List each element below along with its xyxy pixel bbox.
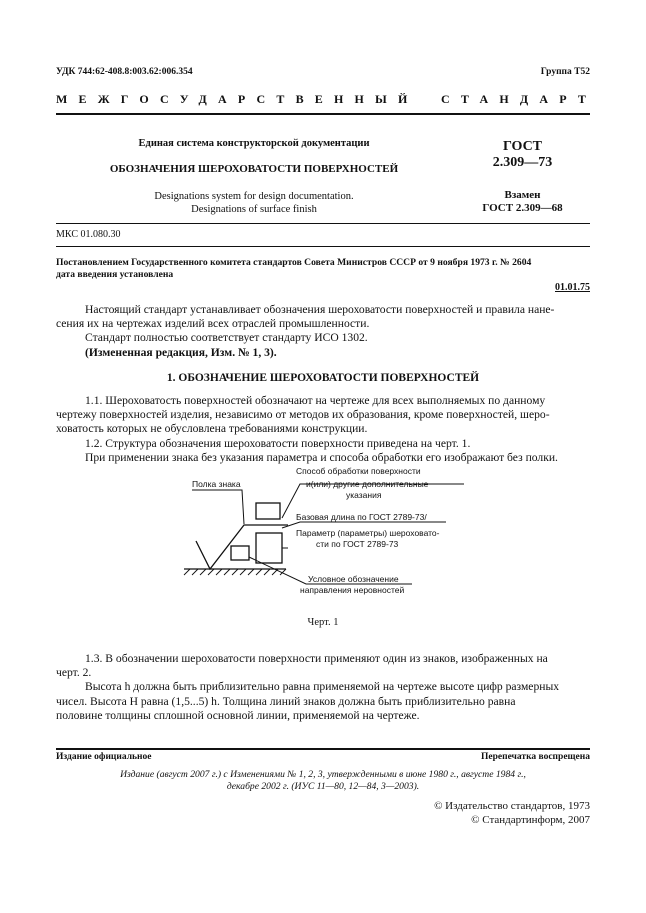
label-method-2: и(или) другие дополнительные [306,479,429,489]
gost-designation [455,139,590,171]
official-edition: Издание официальное [56,752,152,762]
header-rule [56,113,590,115]
intro-line2: сения их на чертежах изделий всех отраслей промышленности. [56,317,370,331]
replaces-block [455,189,590,215]
intro-paragraph [56,303,590,360]
label-direction-1: Условное обозначение [308,574,399,584]
edition-line1: Издание (август 2007 г.) с Изменениями № 1, 2, 3, утвержденными в июне 1980 г., августе 1984 г., [120,769,526,780]
shelf-leader [192,490,244,524]
document-title: ОБОЗНАЧЕНИЯ ШЕРОХОВАТОСТИ ПОВЕРХНОСТЕЙ [109,163,399,175]
para-1-1-line1: 1.1. Шероховатость поверхностей обозначают на чертеже для всех выполняемых по данному [85,394,546,407]
label-shelf: Полка знака [192,479,241,489]
para-1-3-line4: чисел. Высота H равна (1,5...5) h. Толщина линий знаков должна быть приблизительно равна [56,694,516,708]
mks-rule [56,246,590,247]
banner-standard: СТАНДАРТ [441,92,598,106]
roughness-symbol-diagram [150,458,490,608]
edition-line2: декабре 2002 г. (ИУС 11—80, 12—84, 3—2003). [226,781,420,792]
english-title-line1: Designations system for design documentation. [154,191,354,202]
gost-label: ГОСТ [502,139,543,154]
section-1-text [56,394,590,465]
group-code: Группа Т52 [540,67,590,77]
replaces-number: ГОСТ 2.309—68 [482,202,563,214]
para-1-2-line2: При применении знака без указания параметра и способа обработки его изображают без полки. [85,450,558,464]
decree-text [56,257,596,281]
parameter-box [256,533,282,563]
decree-line1: Постановлением Государственного комитета стандартов Совета Министров СССР от 9 ноября 1973 г. № 2604 [56,257,532,268]
section-heading: 1. ОБОЗНАЧЕНИЕ ШЕРОХОВАТОСТИ ПОВЕРХНОСТЕЙ [166,372,480,384]
udk-code: УДК 744:62-408.8:003.62:006.354 [56,67,193,77]
replaces-label: Взамен [504,189,541,201]
section-1-3-text [56,652,590,723]
para-1-3-line5: половине толщины сплошной основной линии, применяемой на чертеже. [56,708,420,722]
label-method-1: Способ обработки поверхности [296,466,421,476]
label-param-2: сти по ГОСТ 2789-73 [316,539,399,549]
para-1-2-line1: 1.2. Структура обозначения шероховатости поверхности приведена на черт. 1. [85,436,471,450]
effective-date: 01.01.75 [555,282,590,293]
title-rule [56,223,590,224]
intro-line1: Настоящий стандарт устанавливает обозначения шероховатости поверхностей и правила нане- [85,303,555,316]
footer-rule [56,748,590,750]
para-1-3-line1: 1.3. В обозначении шероховатости поверхности применяют один из знаков, изображенных на [85,652,548,665]
para-1-3-line3: Высота h должна быть приблизительно равна применяемой на чертеже высоте цифр размерных [85,680,560,694]
direction-box [231,546,249,560]
decree-line2: дата введения установлена [56,269,174,280]
figure-caption: Черт. 1 [307,617,339,628]
gost-number: 2.309—73 [492,155,553,170]
intro-amendment: (Измененная редакция, Изм. № 1, 3). [85,345,277,359]
label-param-1: Параметр (параметры) шероховато- [296,528,440,538]
mks-code: МКС 01.080.30 [56,229,121,240]
label-direction-2: направления неровностей [300,585,405,595]
label-method-3: указания [346,490,382,500]
edition-note [56,769,590,793]
english-title-line2: Designations of surface finish [191,204,317,215]
reprint-prohibited: Перепечатка воспрещена [480,752,590,762]
method-box [256,503,280,519]
para-1-1-line2: чертежу поверхностей изделия, независимо от методов их образования, кроме поверхностей, шеро- [56,408,550,422]
english-title [56,190,452,216]
intro-line3: Стандарт полностью соответствует стандарту ИСО 1302. [85,331,368,345]
para-1-1-line3: ховатость которых не обусловлена требованиями конструкции. [56,422,368,436]
copyright [434,799,590,827]
banner-interstate: МЕЖГОСУДАРСТВЕННЫЙ [56,92,419,106]
copyright-2: © Стандартинформ, 2007 [471,814,590,826]
para-1-3-line2: черт. 2. [56,666,92,680]
copyright-1: © Издательство стандартов, 1973 [434,800,590,812]
surface-hatching [184,569,286,575]
label-base-length: Базовая длина по ГОСТ 2789-73/ [296,512,427,522]
system-name: Единая система конструкторской документации [138,138,370,149]
